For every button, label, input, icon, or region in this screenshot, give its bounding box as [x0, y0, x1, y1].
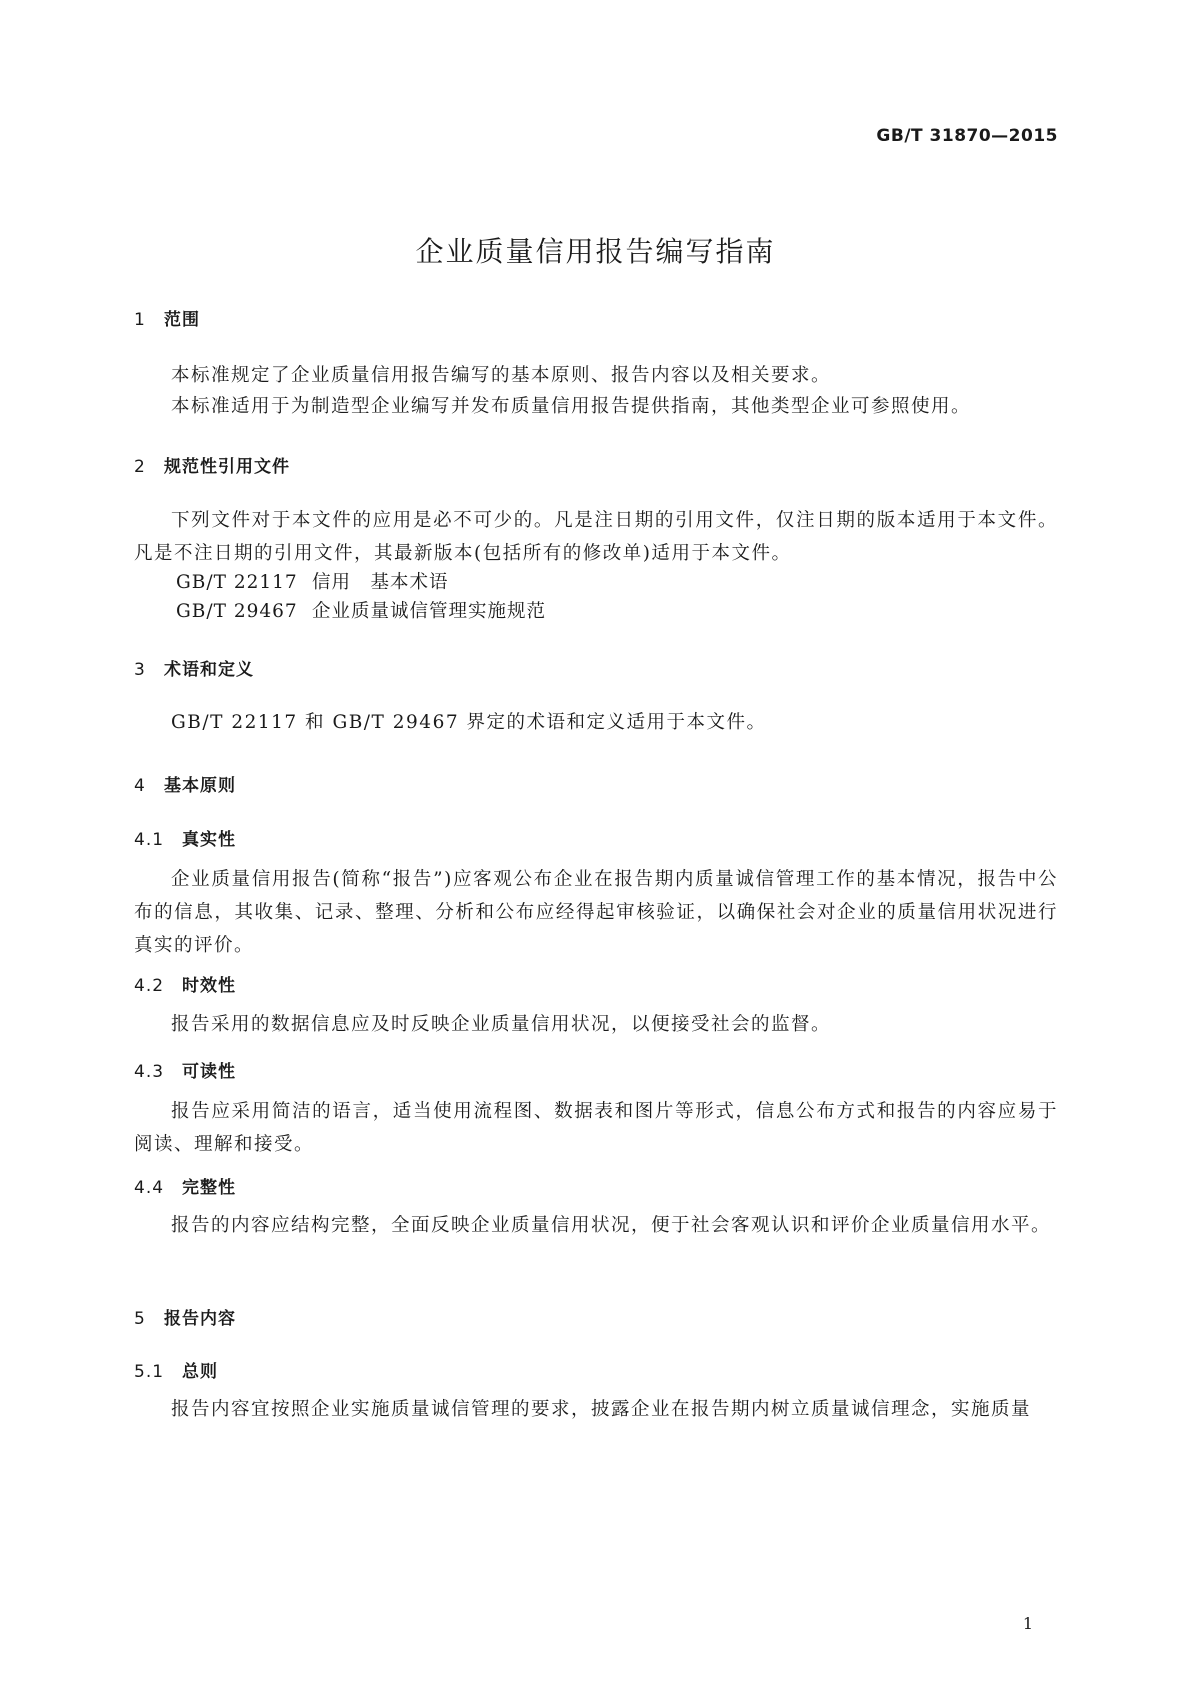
section-number: 4.1 [134, 830, 165, 850]
section-title: 可读性 [182, 1062, 236, 1082]
subsection-heading-5-1 [134, 1357, 218, 1382]
section-number: 5.1 [134, 1362, 165, 1382]
paragraph: 本标准适用于为制造型企业编写并发布质量信用报告提供指南，其他类型企业可参照使用。 [171, 396, 972, 417]
section-number: 3 [134, 660, 146, 680]
paragraph: 报告应采用简洁的语言，适当使用流程图、数据表和图片等形式，信息公布方式和报告的内容应易于阅读、理解和接受。 [134, 1101, 1058, 1155]
section-heading-5 [134, 1304, 236, 1329]
paragraph: 企业质量信用报告(简称“报告”)应客观公布企业在报告期内质量诚信管理工作的基本情况，报告中公布的信息，其收集、记录、整理、分析和公布应经得起审核验证，以确保社会对企业的质量信用状况进行真实的评价。 [134, 869, 1058, 956]
section-number: 1 [134, 310, 146, 330]
page-number: 1 [1022, 1614, 1033, 1633]
reference-item [176, 568, 449, 594]
subsection-heading-4-4 [134, 1173, 236, 1198]
section-number: 4 [134, 776, 146, 796]
subsection-heading-4-1 [134, 825, 236, 850]
section-heading-3 [134, 655, 254, 680]
standard-code: GB/T 31870—2015 [876, 126, 1058, 146]
section-title: 真实性 [182, 830, 236, 850]
paragraph: 报告的内容应结构完整，全面反映企业质量信用状况，便于社会客观认识和评价企业质量信用水平。 [171, 1215, 1052, 1236]
section-number: 4.4 [134, 1178, 165, 1198]
subsection-heading-4-3 [134, 1057, 236, 1082]
reference-title: 企业质量诚信管理实施规范 [312, 601, 547, 622]
reference-code: GB/T 29467 [176, 601, 298, 622]
section-title: 术语和定义 [164, 660, 254, 680]
section-number: 5 [134, 1309, 146, 1329]
section-title: 完整性 [182, 1178, 236, 1198]
reference-title: 信用 基本术语 [312, 572, 449, 593]
section-heading-2 [134, 452, 290, 477]
section-heading-4 [134, 771, 236, 796]
section-number: 4.2 [134, 976, 165, 996]
paragraph: 本标准规定了企业质量信用报告编写的基本原则、报告内容以及相关要求。 [171, 365, 832, 386]
paragraph: 下列文件对于本文件的应用是必不可少的。凡是注日期的引用文件，仅注日期的版本适用于本文件。凡是不注日期的引用文件，其最新版本(包括所有的修改单)适用于本文件。 [134, 510, 1058, 564]
section-number: 2 [134, 457, 146, 477]
section-title: 时效性 [182, 976, 236, 996]
document-title: 企业质量信用报告编写指南 [415, 235, 776, 268]
section-heading-1 [134, 305, 200, 330]
section-title: 总则 [182, 1362, 218, 1382]
reference-item [176, 597, 546, 623]
reference-code: GB/T 22117 [176, 572, 298, 593]
subsection-heading-4-2 [134, 971, 236, 996]
section-number: 4.3 [134, 1062, 165, 1082]
section-title: 范围 [164, 310, 200, 330]
section-title: 规范性引用文件 [164, 457, 290, 477]
section-title: 基本原则 [164, 776, 236, 796]
paragraph: GB/T 22117 和 GB/T 29467 界定的术语和定义适用于本文件。 [171, 712, 767, 733]
section-title: 报告内容 [164, 1309, 236, 1329]
paragraph: 报告采用的数据信息应及时反映企业质量信用状况，以便接受社会的监督。 [171, 1014, 832, 1035]
paragraph: 报告内容宜按照企业实施质量诚信管理的要求，披露企业在报告期内树立质量诚信理念，实施质量 [171, 1399, 1032, 1420]
